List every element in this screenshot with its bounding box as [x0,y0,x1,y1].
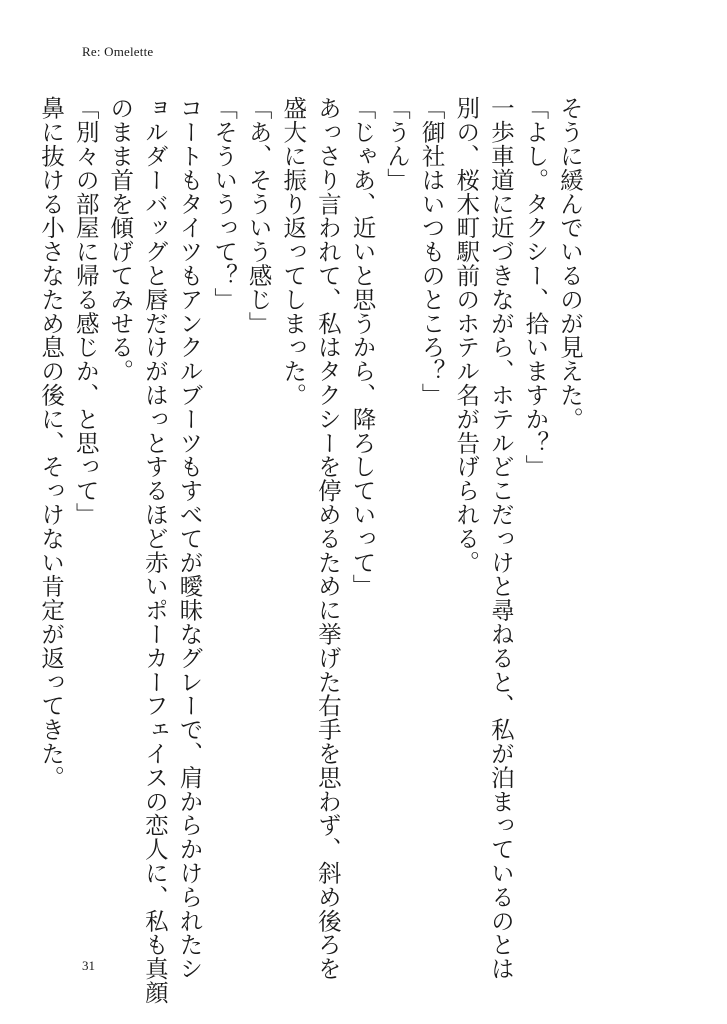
text-line: 「よし。タクシー、拾いますか？」 [521,96,550,479]
text-line: 一歩車道に近づきながら、ホテルどこだっけと尋ねると、私が泊まっているのとは [486,96,515,981]
text-line: 「別々の部屋に帰る感じか、と思って」 [71,96,100,527]
text-line: コートもタイツもアンクルブーツもすべてが曖昧なグレーで、肩からかけられたシ [175,96,204,981]
text-line: あっさり言われて、私はタクシーを停めるために挙げた右手を思わず、斜め後ろを [313,96,342,981]
text-line: のまま首を傾げてみせる。 [106,96,135,383]
text-line: 「そういうって？」 [210,96,239,312]
text-line: 盛大に振り返ってしまった。 [279,96,308,407]
text-line: 「じゃあ、近いと思うから、降ろしていって」 [348,96,377,598]
text-line: そうに緩んでいるのが見えた。 [556,96,584,431]
text-line: 「あ、そういう感じ」 [244,96,273,335]
page-number: 31 [82,958,95,973]
text-line: 別の、桜木町駅前のホテル名が告げられる。 [452,96,481,574]
text-line: 「うん」 [383,96,412,192]
text-line: 「御社はいつものところ？」 [417,96,446,407]
text-line: ョルダーバッグと唇だけがはっとするほど赤いポーカーフェイスの恋人に、私も真顔 [140,96,169,1005]
text-line: 鼻に抜ける小さなため息の後に、そっけない肯定が返ってきた。 [37,96,66,790]
running-header-title: Re: Omelette [82,44,154,59]
